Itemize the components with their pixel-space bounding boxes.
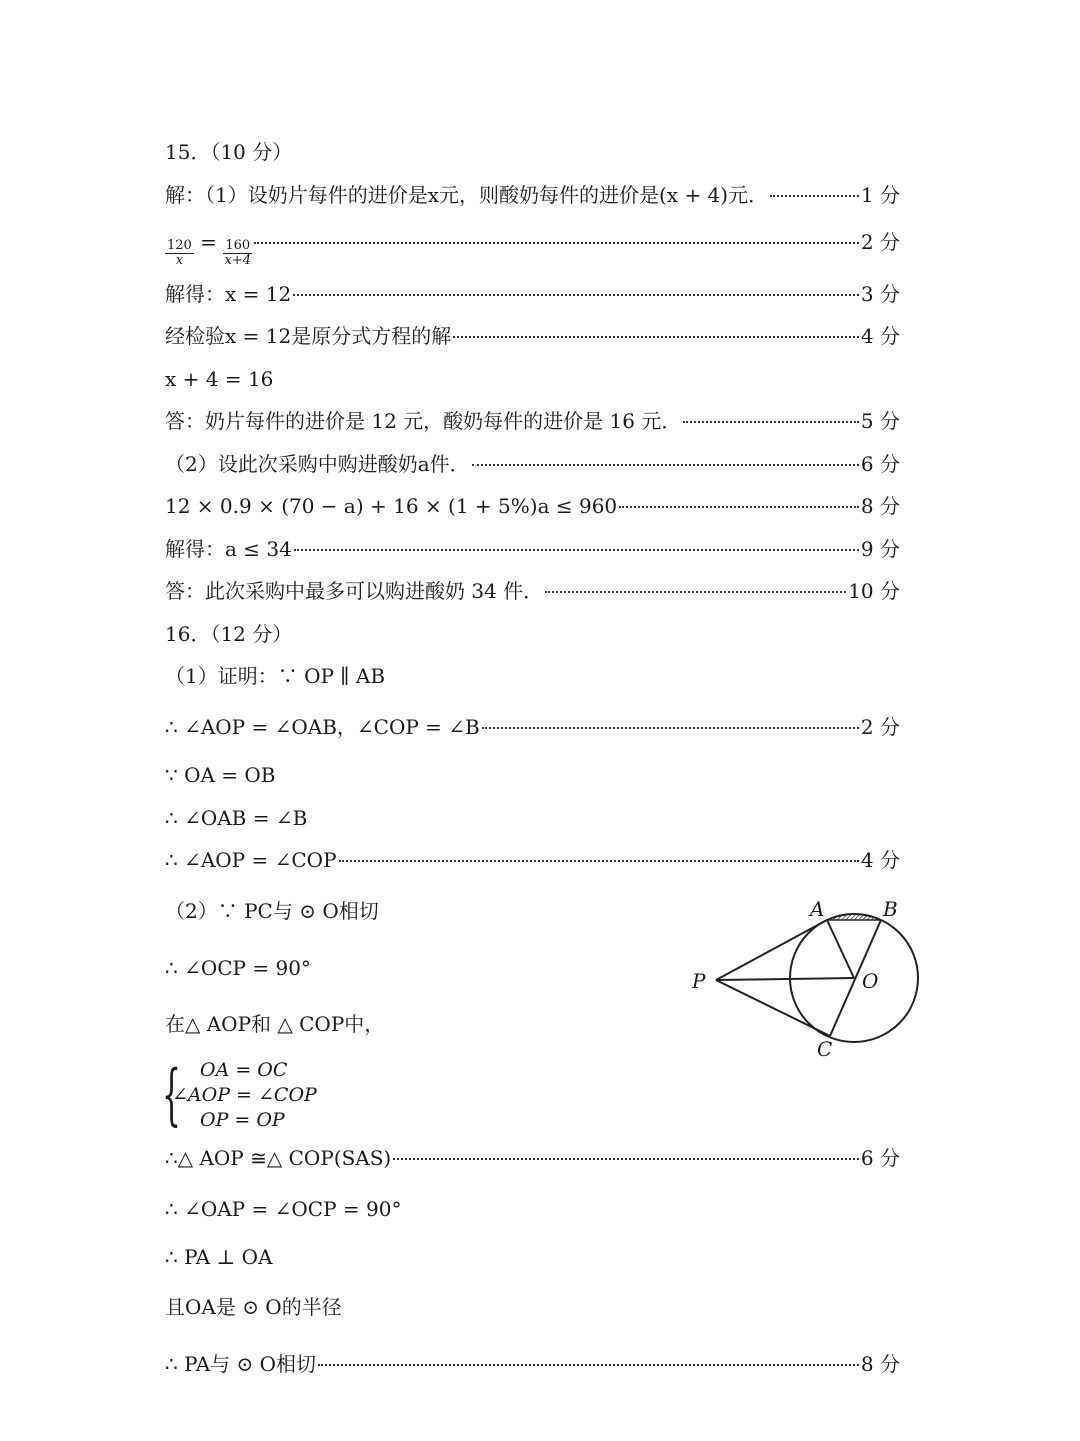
- leader-dots: [339, 842, 859, 862]
- geometry-figure: [680, 890, 940, 1070]
- score: 2 分: [860, 230, 900, 254]
- p15-line-6: 答：奶片每件的进价是 12 元，酸奶每件的进价是 16 元． 5 分: [165, 407, 900, 435]
- left-brace: {: [162, 1056, 181, 1133]
- score: 5 分: [860, 409, 900, 433]
- p16-line-6: （2）∵ PC与 ⊙ O相切: [165, 899, 379, 923]
- leader-dots: [318, 1346, 859, 1366]
- label-o: O: [862, 969, 879, 993]
- label-a: A: [810, 897, 825, 921]
- fraction-160-x4: $\frac{160}{x+4}$: [224, 238, 251, 268]
- p16-line-12: 且OA是 ⊙ O的半径: [165, 1295, 342, 1319]
- p16-line-11: ∴ PA ⊥ OA: [165, 1245, 273, 1269]
- p15-line-4: 经检验x = 12是原分式方程的解 4 分: [165, 322, 900, 350]
- score: 4 分: [860, 848, 900, 872]
- label-b: B: [883, 897, 898, 921]
- p15-header: 15．（10 分）: [165, 140, 293, 164]
- leader-dots: [545, 573, 846, 593]
- p16-line-5: ∴ ∠AOP = ∠COP 4 分: [165, 846, 900, 874]
- score: 4 分: [860, 324, 900, 348]
- system-row: OP = OP: [200, 1109, 285, 1131]
- label-p: P: [692, 969, 706, 993]
- p15-line-3: 解得：x = 12 3 分: [165, 280, 900, 308]
- p16-line-8: 在△ AOP和 △ COP中，: [165, 1012, 385, 1036]
- leader-dots: [472, 446, 859, 466]
- system-row: OA = OC: [200, 1059, 288, 1081]
- leader-dots: [294, 531, 859, 551]
- p15-line-9: 解得：a ≤ 34 9 分: [165, 535, 900, 563]
- p15-line-10: 答：此次采购中最多可以购进酸奶 34 件． 10 分: [165, 577, 900, 605]
- line-pc: [716, 980, 830, 1036]
- leader-dots: [254, 224, 859, 244]
- p16-header: 16．（12 分）: [165, 622, 293, 646]
- leader-dots: [482, 709, 859, 729]
- score: 9 分: [860, 537, 900, 561]
- score: 8 分: [860, 494, 900, 518]
- leader-dots: [683, 403, 859, 423]
- p16-line-1: （1）证明：∵ OP ∥ AB: [165, 664, 386, 688]
- p16-line-2: ∴ ∠AOP = ∠OAB，∠COP = ∠B 2 分: [165, 713, 900, 741]
- leader-dots: [770, 177, 859, 197]
- p16-line-10: ∴ ∠OAP = ∠OCP = 90°: [165, 1197, 402, 1221]
- score: 6 分: [860, 452, 900, 476]
- p15-line-2: $\frac{120}{x}$ = $\frac{160}{x+4}$ 2 分: [165, 228, 900, 268]
- line-pa: [716, 920, 827, 980]
- leader-dots: [393, 1140, 859, 1160]
- p16-line-3: ∵ OA = OB: [165, 763, 276, 787]
- shaded-segment: [827, 914, 881, 920]
- score: 2 分: [860, 715, 900, 739]
- line-ao: [827, 920, 854, 978]
- p15-line-7: （2）设此次采购中购进酸奶a件． 6 分: [165, 450, 900, 478]
- p15-line-8: 12 × 0.9 × (70 − a) + 16 × (1 + 5%)a ≤ 960 8 分: [165, 492, 900, 520]
- label-c: C: [817, 1037, 833, 1061]
- p15-line-5: x + 4 = 16: [165, 367, 274, 391]
- p16-line-13: ∴ PA与 ⊙ O相切 8 分: [165, 1350, 900, 1378]
- score: 6 分: [860, 1146, 900, 1170]
- fraction-120-x: $\frac{120}{x}$: [167, 238, 192, 268]
- p16-line-4: ∴ ∠OAB = ∠B: [165, 806, 308, 830]
- score: 8 分: [860, 1352, 900, 1376]
- p16-line-9: ∴△ AOP ≅△ COP(SAS) 6 分: [165, 1144, 900, 1172]
- leader-dots: [293, 276, 859, 296]
- p15-line-1: 解：（1）设奶片每件的进价是x元，则酸奶每件的进价是(x + 4)元． 1 分: [165, 181, 900, 209]
- score: 10 分: [848, 579, 900, 603]
- system-row: ∠AOP = ∠COP: [172, 1084, 317, 1106]
- score: 3 分: [860, 282, 900, 306]
- score: 1 分: [860, 183, 900, 207]
- leader-dots: [453, 318, 859, 338]
- equation-system: [162, 1058, 362, 1136]
- leader-dots: [619, 488, 859, 508]
- line-po: [716, 978, 854, 980]
- p16-line-7: ∴ ∠OCP = 90°: [165, 956, 311, 980]
